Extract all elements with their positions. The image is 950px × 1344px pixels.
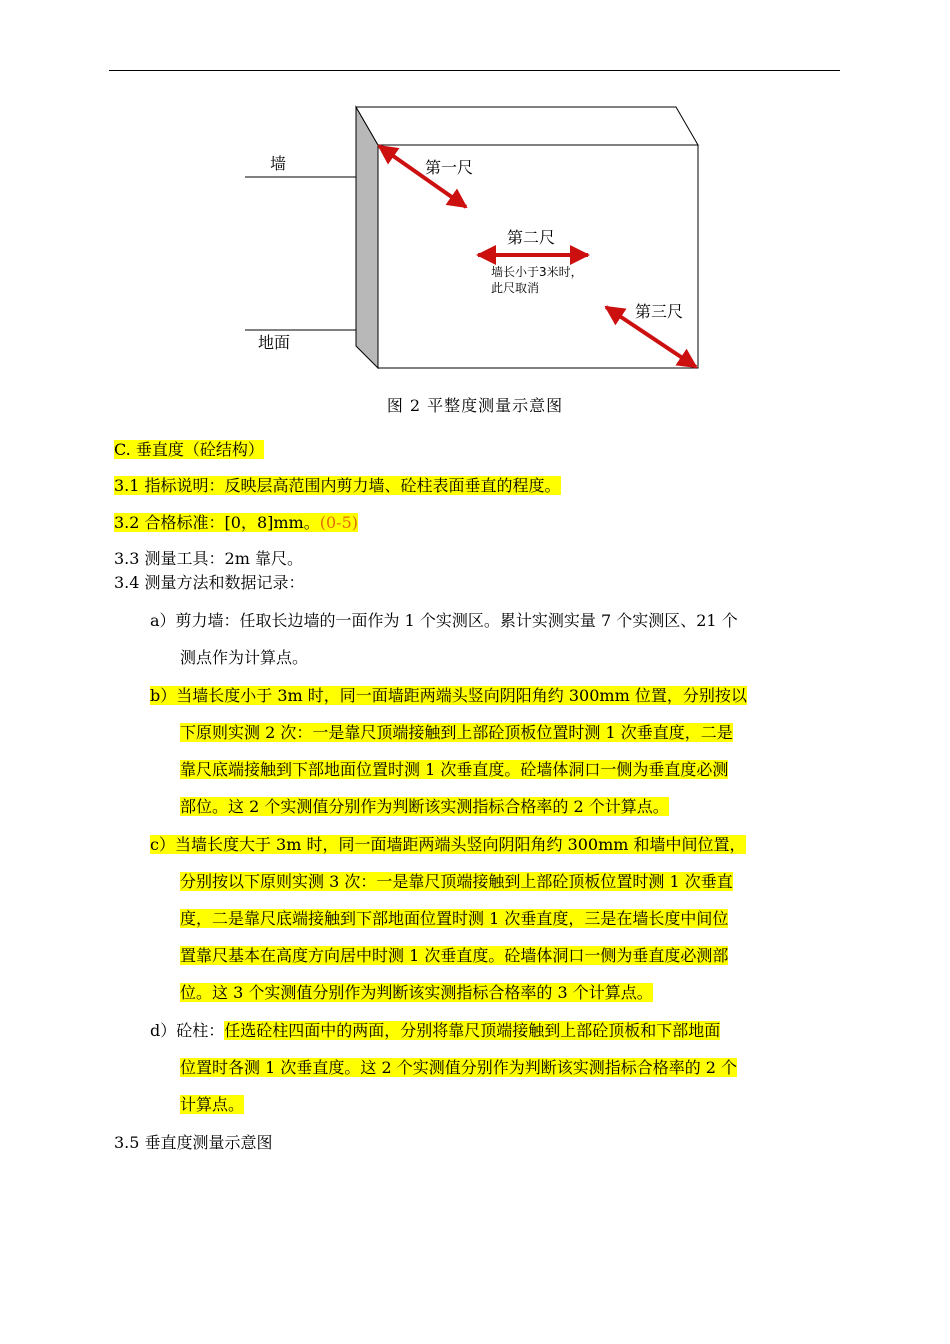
s34-line: 3.4 测量方法和数据记录：: [114, 573, 305, 592]
item-a-line-1: a）剪力墙：任取长边墙的一面作为 1 个实测区。累计实测实量 7 个实测区、21 个: [150, 611, 738, 630]
ruler-1-label: 第一尺: [425, 158, 474, 177]
ruler-3-label: 第三尺: [635, 302, 684, 321]
ground-label: 地面: [258, 333, 291, 352]
item-c-line-4: 置靠尺基本在高度方向居中时测 1 次垂直度。砼墙体洞口一侧为垂直度必测部: [180, 946, 729, 965]
ruler-2-label: 第二尺: [507, 228, 556, 247]
s32-line: [114, 511, 358, 535]
ruler-2-note-line2: 此尺取消: [491, 281, 540, 295]
s35-line: 3.5 垂直度测量示意图: [114, 1133, 273, 1152]
ruler-2-note-line1: 墙长小于3米时，: [491, 265, 583, 279]
wall-top-face: [356, 107, 698, 145]
s33-line: 3.3 测量工具：2m 靠尺。: [114, 549, 303, 568]
item-d: [150, 1018, 850, 1129]
figure-caption: 图 2 平整度测量示意图: [386, 396, 564, 415]
s32-extra: (0-5): [319, 513, 358, 532]
s31-line: [114, 474, 561, 498]
item-a: [150, 608, 850, 682]
section-c-heading: [114, 438, 264, 462]
item-a-line-2: 测点作为计算点。: [180, 648, 309, 667]
item-b-line-1: b）当墙长度小于 3m 时，同一面墙距两端头竖向阴阳角约 300mm 位置，分别按以: [150, 686, 747, 705]
item-c-line-3: 度，二是靠尺底端接触到下部地面位置时测 1 次垂直度，三是在墙长度中间位: [180, 909, 729, 928]
section-c-text: C. 垂直度（砼结构）: [114, 440, 264, 459]
item-d-line-3: 计算点。: [180, 1095, 245, 1114]
item-b-line-2: 下原则实测 2 次：一是靠尺顶端接触到上部砼顶板位置时测 1 次垂直度，二是: [180, 723, 733, 742]
item-c: [150, 832, 850, 1017]
item-c-line-2: 分别按以下原则实测 3 次：一是靠尺顶端接触到上部砼顶板位置时测 1 次垂直: [180, 872, 733, 891]
item-b-line-4: 部位。这 2 个实测值分别作为判断该实测指标合格率的 2 个计算点。: [180, 797, 669, 816]
item-d-line-1: 任选砼柱四面中的两面，分别将靠尺顶端接触到上部砼顶板和下部地面: [224, 1021, 721, 1040]
wall-label: 墙: [270, 154, 287, 173]
s32-text: 3.2 合格标准：[0，8]mm。: [114, 513, 320, 532]
item-d-line-2: 位置时各测 1 次垂直度。这 2 个实测值分别作为判断该实测指标合格率的 2 个: [180, 1058, 738, 1077]
wall-side-face: [356, 107, 378, 368]
flatness-diagram: [0, 0, 950, 420]
item-c-line-1: c）当墙长度大于 3m 时，同一面墙距两端头竖向阴阳角约 300mm 和墙中间位置，: [150, 835, 746, 854]
item-b-line-3: 靠尺底端接触到下部地面位置时测 1 次垂直度。砼墙体洞口一侧为垂直度必测: [180, 760, 729, 779]
item-c-line-5: 位。这 3 个实测值分别作为判断该实测指标合格率的 3 个计算点。: [180, 983, 653, 1002]
s31-text: 3.1 指标说明：反映层高范围内剪力墙、砼柱表面垂直的程度。: [114, 476, 561, 495]
item-b: [150, 683, 850, 831]
item-d-prefix: d）砼柱：: [150, 1021, 225, 1040]
